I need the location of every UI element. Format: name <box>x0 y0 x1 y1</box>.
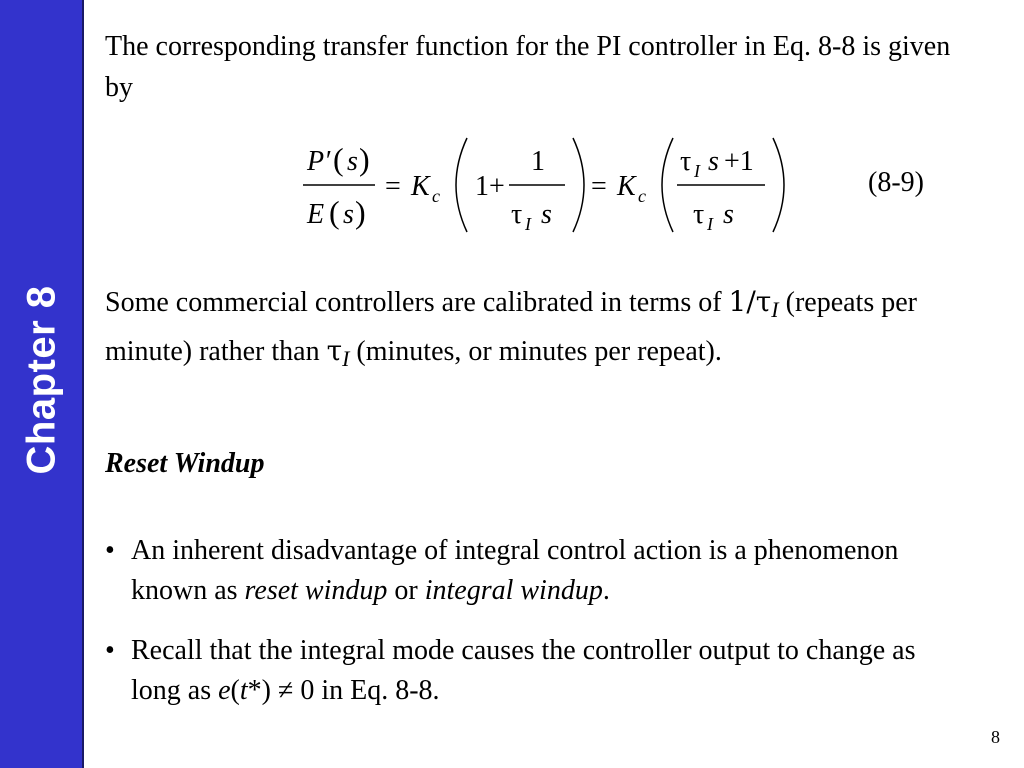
equals-sign-1: = <box>385 171 401 202</box>
bullet-italic-term: reset windup <box>244 575 388 606</box>
inline-math-tau-body: τ <box>326 334 343 367</box>
bullet-text: Recall that the integral mode causes the controller output to change as long as <box>131 635 916 706</box>
gain-K-2: K <box>617 171 636 202</box>
rhs-numerator-I: I <box>694 161 700 181</box>
bullet-text: *) ≠ 0 in Eq. 8-8. <box>247 675 440 706</box>
paren-right-2 <box>773 138 784 232</box>
lhs-denominator-paren-close: ) <box>355 194 366 230</box>
gain-subscript-c-1: c <box>432 186 440 206</box>
inner-denominator-s: s <box>541 199 552 230</box>
lhs-denominator-s: s <box>343 199 354 230</box>
lhs-numerator-s: s <box>347 146 358 177</box>
equation-svg <box>295 130 795 240</box>
lhs-numerator-P: P′ <box>307 146 331 177</box>
bullet-list <box>105 531 965 731</box>
list-item <box>105 531 965 611</box>
chapter-label: Chapter 8 <box>19 285 64 475</box>
chapter-sidebar <box>0 0 84 768</box>
bullet-italic-symbol: t <box>239 675 248 706</box>
lhs-denominator-E: E <box>307 199 325 230</box>
section-heading: Reset Windup <box>105 448 265 479</box>
gain-K-1: K <box>411 171 430 202</box>
rhs-numerator-plus-one: +1 <box>724 146 754 177</box>
inline-math-reciprocal-tau-body: 1/τ <box>728 285 772 318</box>
inline-math-tau <box>326 334 350 371</box>
inner-denominator-I: I <box>525 214 531 234</box>
inline-math-tau-sub: I <box>342 346 350 371</box>
calibration-text-3: (minutes, or minutes per repeat). <box>356 336 722 367</box>
paren-left-2 <box>662 138 673 232</box>
bullet-text: . <box>602 575 610 606</box>
equals-sign-2: = <box>591 171 607 202</box>
bullet-marker: • <box>105 635 115 666</box>
inline-math-reciprocal-tau-sub: I <box>771 297 779 322</box>
list-item <box>105 631 965 711</box>
inline-math-reciprocal-tau <box>728 285 779 322</box>
bullet-italic-symbol: e <box>218 675 231 706</box>
gain-subscript-c-2: c <box>638 186 646 206</box>
inner-numerator-1: 1 <box>531 146 545 177</box>
pi-transfer-function-equation <box>295 130 795 240</box>
rhs-denominator-I: I <box>707 214 713 234</box>
paren-right-1 <box>573 138 584 232</box>
bullet-text: or <box>387 575 425 606</box>
bullet-italic-term: integral windup <box>424 575 603 606</box>
rhs-numerator-tau: τ <box>680 146 692 177</box>
term-one: 1+ <box>475 171 505 202</box>
rhs-denominator-s: s <box>723 199 734 230</box>
rhs-numerator-s: s <box>708 146 719 177</box>
equation-number: (8-9) <box>868 167 924 198</box>
calibration-text-1: Some commercial controllers are calibrated in terms of <box>105 287 722 318</box>
page-number: 8 <box>991 727 1000 747</box>
rhs-denominator-tau: τ <box>693 199 705 230</box>
bullet-text: An inherent disadvantage of integral control action is a phenomenon known as <box>131 535 899 606</box>
lhs-numerator-paren-close: ) <box>359 141 370 177</box>
intro-paragraph: The corresponding transfer function for the PI controller in Eq. 8-8 is given by <box>105 31 951 103</box>
calibration-paragraph <box>105 281 955 379</box>
bullet-text: ( <box>230 675 240 706</box>
calibration-text-2: (repeats per minute) rather than <box>105 287 917 367</box>
inner-denominator-tau: τ <box>511 199 523 230</box>
paren-left-1 <box>456 138 467 232</box>
lhs-numerator-paren-open: ( <box>333 141 344 177</box>
lhs-denominator-paren-open: ( <box>329 194 340 230</box>
bullet-marker: • <box>105 535 115 566</box>
